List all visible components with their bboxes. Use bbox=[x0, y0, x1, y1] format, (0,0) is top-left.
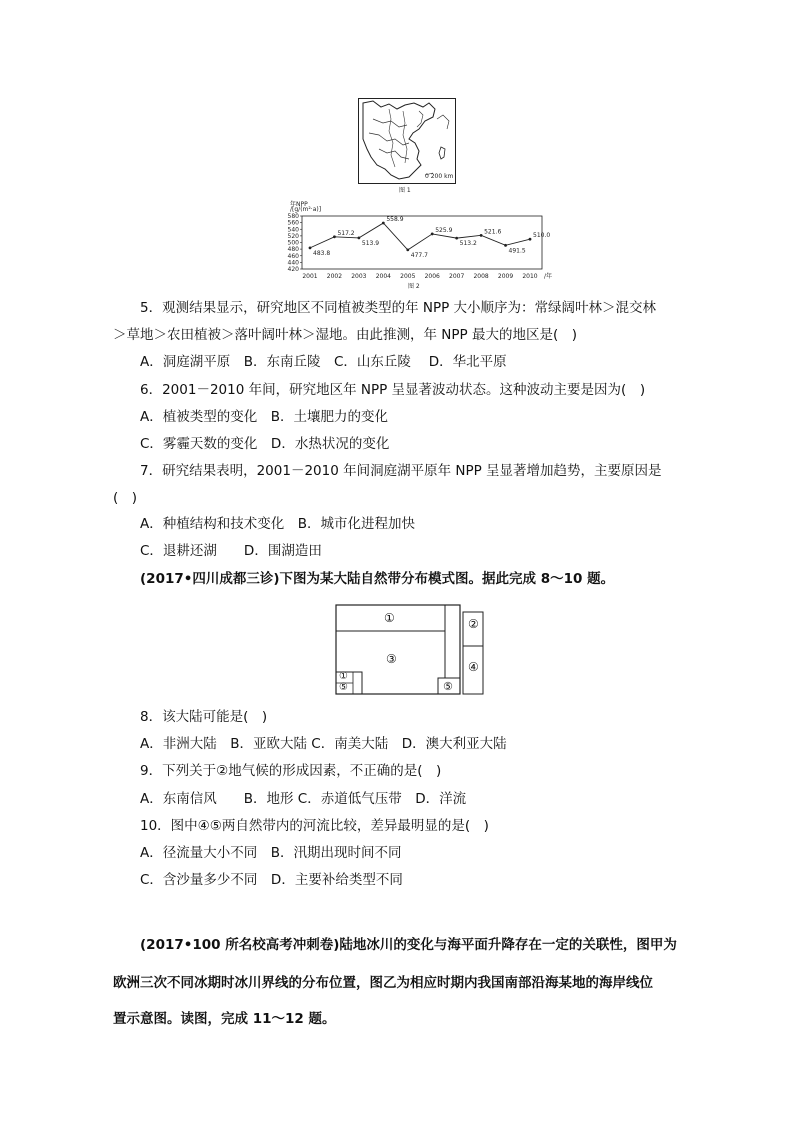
zone-2-label: ② bbox=[468, 617, 479, 631]
q6-line1: 6．2001－2010 年间，研究地区年 NPP 呈显著波动状态。这种波动主要是因为( ) bbox=[140, 382, 646, 398]
x-tick-label: 2008 bbox=[473, 273, 489, 280]
y-tick-label: 560 bbox=[287, 219, 299, 227]
zone-5-left-label: ⑤ bbox=[339, 682, 348, 693]
x-tick-label: 2007 bbox=[449, 273, 465, 280]
zone-4-label: ④ bbox=[468, 660, 479, 674]
figure2-caption: 图 2 bbox=[408, 283, 420, 290]
intro-11-12-line1: (2017•100 所名校高考冲刺卷)陆地冰川的变化与海平面升降存在一定的关联性，图甲为 bbox=[140, 937, 677, 953]
figure1-map bbox=[358, 98, 456, 184]
q9-options: A．东南信风 B．地形 C．赤道低气压带 D．洋流 bbox=[140, 791, 467, 807]
x-tick-label: 2005 bbox=[400, 273, 416, 280]
y-tick-label: 520 bbox=[287, 232, 299, 240]
y-tick-label: 480 bbox=[287, 246, 299, 254]
intro-11-12-line3: 置示意图。读图，完成 11～12 题。 bbox=[113, 1011, 336, 1027]
npp-data-label: 517.2 bbox=[337, 229, 355, 237]
npp-data-label: 513.9 bbox=[361, 239, 380, 247]
zone-3-label: ③ bbox=[386, 652, 397, 666]
npp-data-label: 483.8 bbox=[313, 249, 331, 257]
q10-line1: 10．图中④⑤两自然带内的河流比较，差异最明显的是( ) bbox=[140, 818, 489, 834]
q7-line2: ( ) bbox=[113, 490, 138, 506]
intro-11-12-line2: 欧洲三次不同冰期时冰川界线的分布位置，图乙为相应时期内我国南部沿海某地的海岸线位 bbox=[113, 975, 653, 991]
zone-1-label: ① bbox=[384, 611, 395, 625]
x-unit-label: /年 bbox=[544, 273, 553, 280]
q5-line1: 5．观测结果显示，研究地区不同植被类型的年 NPP 大小顺序为：常绿阔叶林＞混交林 bbox=[140, 300, 657, 316]
zone-5-right-label: ⑤ bbox=[443, 680, 453, 693]
npp-data-label: 558.9 bbox=[386, 215, 404, 223]
q5-line2: ＞草地＞农田植被＞落叶阔叶林＞湿地。由此推测，年 NPP 最大的地区是( ) bbox=[113, 327, 577, 343]
y-tick-label: 460 bbox=[287, 252, 299, 260]
y-axis-title-line2: /[g/(m²·a)] bbox=[290, 206, 322, 213]
y-tick-label: 440 bbox=[287, 259, 299, 267]
npp-data-point bbox=[455, 237, 458, 240]
zone-1-small-label: ① bbox=[339, 671, 348, 682]
x-tick-label: 2001 bbox=[302, 273, 318, 280]
x-tick-label: 2004 bbox=[375, 273, 391, 280]
map-outline-graphic bbox=[359, 99, 455, 183]
q6-options-cd: C．雾霾天数的变化 D．水热状况的变化 bbox=[140, 436, 390, 452]
npp-data-point bbox=[333, 235, 336, 238]
npp-data-label: 477.7 bbox=[410, 251, 428, 259]
y-tick-label: 420 bbox=[287, 266, 299, 273]
y-tick-label: 500 bbox=[287, 239, 299, 247]
x-tick-label: 2003 bbox=[351, 273, 367, 280]
intro-questions-8-10: (2017•四川成都三诊)下图为某大陆自然带分布模式图。据此完成 8～10 题。 bbox=[140, 571, 615, 587]
npp-data-label: 521.6 bbox=[484, 228, 502, 236]
npp-data-label: 510.0 bbox=[533, 232, 551, 240]
npp-data-point bbox=[480, 234, 483, 237]
npp-data-point bbox=[406, 248, 409, 251]
q8-line1: 8．该大陆可能是( ) bbox=[140, 709, 268, 725]
map-scale-label: 0 200 km bbox=[425, 173, 454, 180]
npp-data-point bbox=[357, 236, 360, 239]
x-tick-label: 2009 bbox=[497, 273, 514, 280]
npp-data-point bbox=[309, 246, 312, 249]
q8-options: A．非洲大陆 B．亚欧大陆 C．南美大陆 D．澳大利亚大陆 bbox=[140, 736, 507, 752]
q5-options: A．洞庭湖平原 B．东南丘陵 C．山东丘陵 D．华北平原 bbox=[140, 354, 507, 370]
x-tick-label: 2002 bbox=[326, 273, 343, 280]
npp-data-point bbox=[504, 244, 507, 247]
y-tick-label: 540 bbox=[287, 226, 299, 234]
q10-options-ab: A．径流量大小不同 B．汛期出现时间不同 bbox=[140, 845, 402, 861]
q7-options-ab: A．种植结构和技术变化 B．城市化进程加快 bbox=[140, 516, 415, 532]
q9-line1: 9．下列关于②地气候的形成因素，不正确的是( ) bbox=[140, 763, 442, 779]
npp-data-label: 513.2 bbox=[459, 240, 477, 248]
npp-data-label: 525.9 bbox=[435, 226, 453, 234]
q6-options-ab: A．植被类型的变化 B．土壤肥力的变化 bbox=[140, 409, 388, 425]
npp-data-label: 491.5 bbox=[508, 247, 526, 255]
x-tick-label: 2010 bbox=[522, 273, 538, 280]
figure1-caption: 图 1 bbox=[399, 187, 411, 194]
natural-zone-diagram bbox=[335, 604, 487, 696]
npp-data-point bbox=[382, 222, 385, 225]
q7-line1: 7．研究结果表明，2001－2010 年间洞庭湖平原年 NPP 呈显著增加趋势，主要原因是 bbox=[140, 463, 662, 479]
npp-data-point bbox=[529, 238, 532, 241]
npp-data-point bbox=[431, 233, 434, 236]
q10-options-cd: C．含沙量多少不同 D．主要补给类型不同 bbox=[140, 872, 403, 888]
x-tick-label: 2006 bbox=[424, 273, 440, 280]
y-tick-label: 580 bbox=[287, 213, 299, 220]
npp-line-chart bbox=[280, 212, 553, 284]
q7-options-cd: C．退耕还湖 D．围湖造田 bbox=[140, 543, 322, 559]
y-axis-title-line1: 年NPP bbox=[290, 201, 308, 208]
plot-frame bbox=[302, 216, 542, 269]
